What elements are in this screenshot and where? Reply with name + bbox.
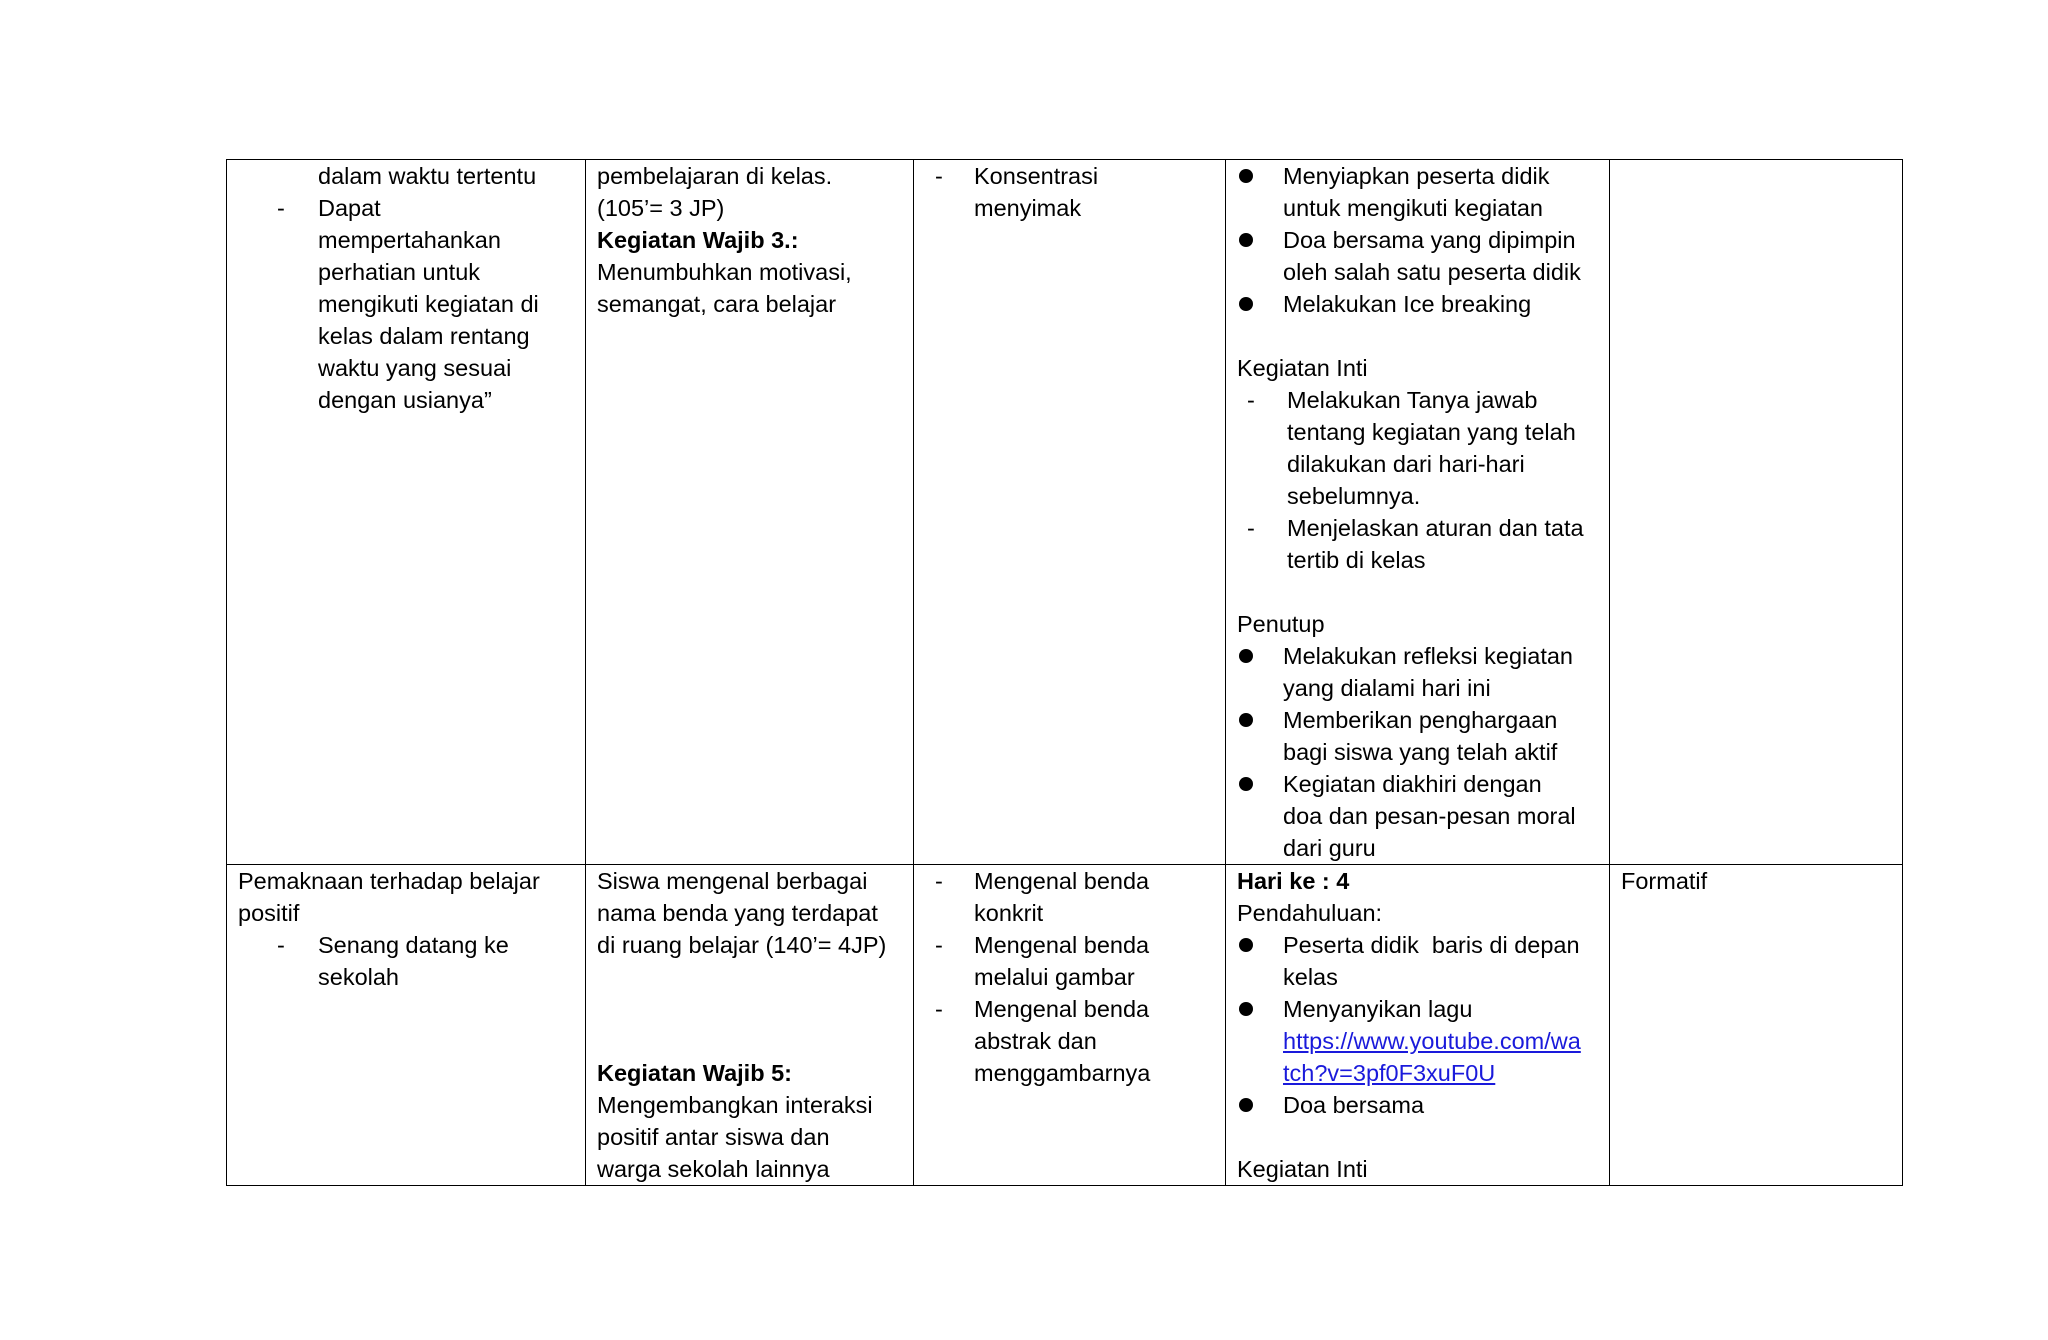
dash-list-item: - Dapat mempertahankan perhatian untuk mengikuti kegiatan di kelas dalam rentang waktu yang sesuai dengan usianya”: [238, 192, 574, 416]
table-cell-assessment: [1610, 160, 1903, 865]
dash-list-item: - Senang datang ke sekolah: [238, 929, 574, 993]
section-heading: Pendahuluan:: [1237, 900, 1383, 926]
section-heading: Penutup: [1237, 611, 1325, 637]
dash-list-item: - Melakukan Tanya jawab tentang kegiatan yang telah dilakukan dari hari-hari sebelumnya.: [1237, 384, 1598, 512]
youtube-link-line[interactable]: https://www.youtube.com/wa: [1283, 1028, 1581, 1054]
section-heading: Kegiatan Inti: [1237, 1156, 1368, 1182]
table-cell-activity: pembelajaran di kelas. (105’= 3 JP) Kegiatan Wajib 3.: Menumbuhkan motivasi, semangat, cara belajar: [586, 160, 914, 865]
bullet-item: Doa bersama: [1237, 1089, 1598, 1121]
bullet-item: Memberikan penghargaan bagi siswa yang telah aktif: [1237, 704, 1598, 768]
dash-list-item: - Mengenal benda melalui gambar: [925, 929, 1214, 993]
bullet-item: Doa bersama yang dipimpin oleh salah satu peserta didik: [1237, 224, 1598, 288]
table-row: [227, 160, 1903, 865]
day-heading: Hari ke : 4: [1237, 868, 1350, 894]
bullet-item: Melakukan Ice breaking: [1237, 288, 1598, 320]
table-cell-indicator: [914, 865, 1226, 1186]
bullet-item: Kegiatan diakhiri dengan doa dan pesan-pesan moral dari guru: [1237, 768, 1598, 864]
activity-heading: Kegiatan Wajib 5:: [597, 1060, 792, 1086]
assessment-type: Formatif: [1621, 868, 1708, 894]
table-cell-steps: [1226, 865, 1610, 1186]
table-cell-assessment: [1610, 865, 1903, 1186]
dash-list-item: - Mengenal benda abstrak dan menggambarnya: [925, 993, 1214, 1089]
cell-text: dalam waktu tertentu: [318, 163, 537, 189]
bullet-item: Melakukan refleksi kegiatan yang dialami hari ini: [1237, 640, 1598, 704]
table-cell-goal: Pemaknaan terhadap belajar positif - Senang datang ke sekolah: [227, 865, 586, 1186]
table-cell-goal: [227, 160, 586, 865]
youtube-link-line[interactable]: tch?v=3pf0F3xuF0U: [1283, 1060, 1496, 1086]
youtube-link[interactable]: [1237, 1025, 1598, 1089]
table-cell-indicator: [914, 160, 1226, 865]
bullet-item: Menyiapkan peserta didik untuk mengikuti kegiatan: [1237, 160, 1598, 224]
bullet-item: Menyanyikan lagu: [1237, 993, 1598, 1025]
table-cell-steps: [1226, 160, 1610, 865]
table-cell-activity: Siswa mengenal berbagai nama benda yang terdapat di ruang belajar (140’= 4JP) Kegiatan Wajib 5: Mengembangkan interaksi positif antar siswa dan warga sekolah lainnya: [586, 865, 914, 1186]
lesson-plan-table: [226, 159, 1903, 1186]
dash-list-item: - Menjelaskan aturan dan tata tertib di kelas: [1237, 512, 1598, 576]
dash-list-item: - Konsentrasi menyimak: [925, 160, 1214, 224]
activity-heading: Kegiatan Wajib 3.:: [597, 227, 799, 253]
table-row: [227, 865, 1903, 1186]
dash-list-item: - Mengenal benda konkrit: [925, 865, 1214, 929]
section-heading: Kegiatan Inti: [1237, 355, 1368, 381]
bullet-item: Peserta didik baris di depan kelas: [1237, 929, 1598, 993]
